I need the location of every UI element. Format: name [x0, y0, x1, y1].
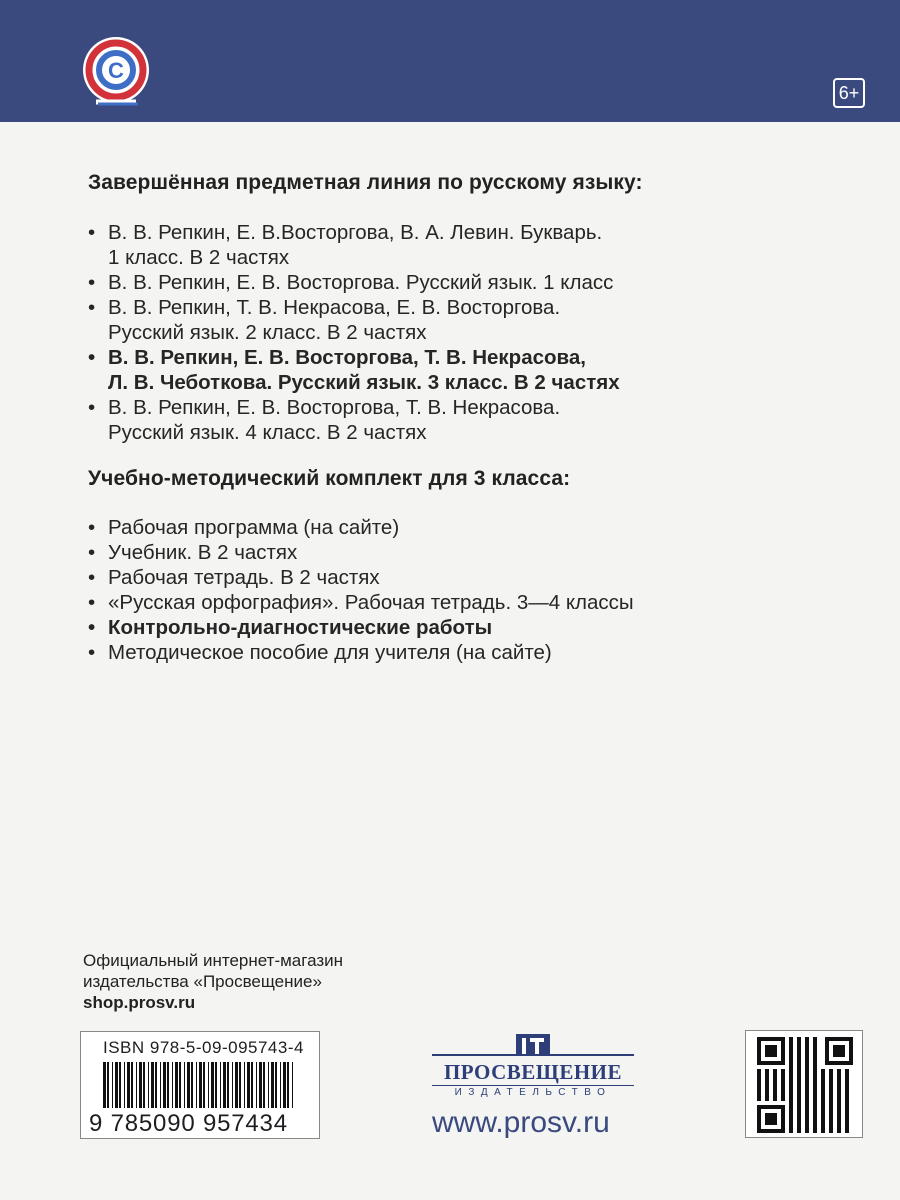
barcode-icon — [103, 1062, 299, 1108]
age-rating-badge: 6+ — [833, 78, 865, 108]
series-item — [88, 270, 620, 295]
series-item-line: Русский язык. 4 класс. В 2 частях — [108, 421, 427, 444]
isbn-label: ISBN 978-5-09-095743-4 — [103, 1038, 304, 1057]
series-item-line: 1 класс. В 2 частях — [108, 246, 290, 269]
svg-text:С: С — [108, 58, 124, 83]
series-list — [88, 220, 620, 445]
series-item — [88, 220, 620, 270]
kit-item: • Методическое пособие для учителя (на сайте) — [88, 640, 634, 665]
isbn-digits: 9 785090 957434 — [89, 1110, 288, 1137]
kit-list — [88, 515, 634, 665]
series-item-line: Русский язык. 2 класс. В 2 частях — [108, 321, 427, 344]
shop-line-1: Официальный интернет-магазин — [83, 951, 344, 970]
kit-item: • Рабочая программа (на сайте) — [88, 515, 634, 540]
shop-info — [83, 950, 343, 1013]
kit-item: • «Русская орфография». Рабочая тетрадь. 3—4 классы — [88, 590, 634, 615]
publisher-swirl-logo-icon — [76, 34, 160, 108]
publisher-subtitle: ИЗДАТЕЛЬСТВО — [454, 1087, 612, 1098]
shop-url[interactable]: shop.prosv.ru — [83, 993, 196, 1012]
series-title: Завершённая предметная линия по русскому языку: — [88, 171, 643, 194]
shop-line-2: издательства «Просвещение» — [83, 972, 322, 991]
qr-code-icon[interactable] — [757, 1037, 853, 1133]
series-item — [88, 295, 620, 345]
series-item — [88, 395, 620, 445]
kit-item: • Рабочая тетрадь. В 2 частях — [88, 565, 634, 590]
series-item-line: • В. В. Репкин, Е. В. Восторгова, Т. В. Некрасова, — [108, 346, 586, 369]
qr-box — [745, 1030, 863, 1138]
series-item-line: • В. В. Репкин, Е. В. Восторгова. Русский язык. 1 класс — [108, 271, 614, 294]
kit-item: • Учебник. В 2 частях — [88, 540, 634, 565]
kit-title: Учебно-методический комплект для 3 класса: — [88, 467, 571, 490]
series-item-line: • В. В. Репкин, Е. В. Восторгова, Т. В. Некрасова. — [108, 396, 561, 419]
isbn-barcode-box — [80, 1031, 320, 1139]
series-item-line: • В. В. Репкин, Т. В. Некрасова, Е. В. Восторгова. — [108, 296, 561, 319]
header-band — [0, 0, 900, 122]
series-item-line: Л. В. Чеботкова. Русский язык. 3 класс. В 2 частях — [108, 371, 620, 394]
publisher-rule-top — [432, 1054, 634, 1056]
publisher-name: ПРОСВЕЩЕНИЕ — [443, 1060, 623, 1084]
series-item — [88, 345, 620, 395]
kit-item: • Контрольно-диагностические работы — [88, 615, 634, 640]
publisher-rule-bottom — [432, 1085, 634, 1086]
publisher-site-url[interactable]: www.prosv.ru — [432, 1106, 610, 1139]
series-item-line: • В. В. Репкин, Е. В.Восторгова, В. А. Левин. Букварь. — [108, 221, 603, 244]
publisher-book-mark-icon — [514, 1034, 552, 1056]
